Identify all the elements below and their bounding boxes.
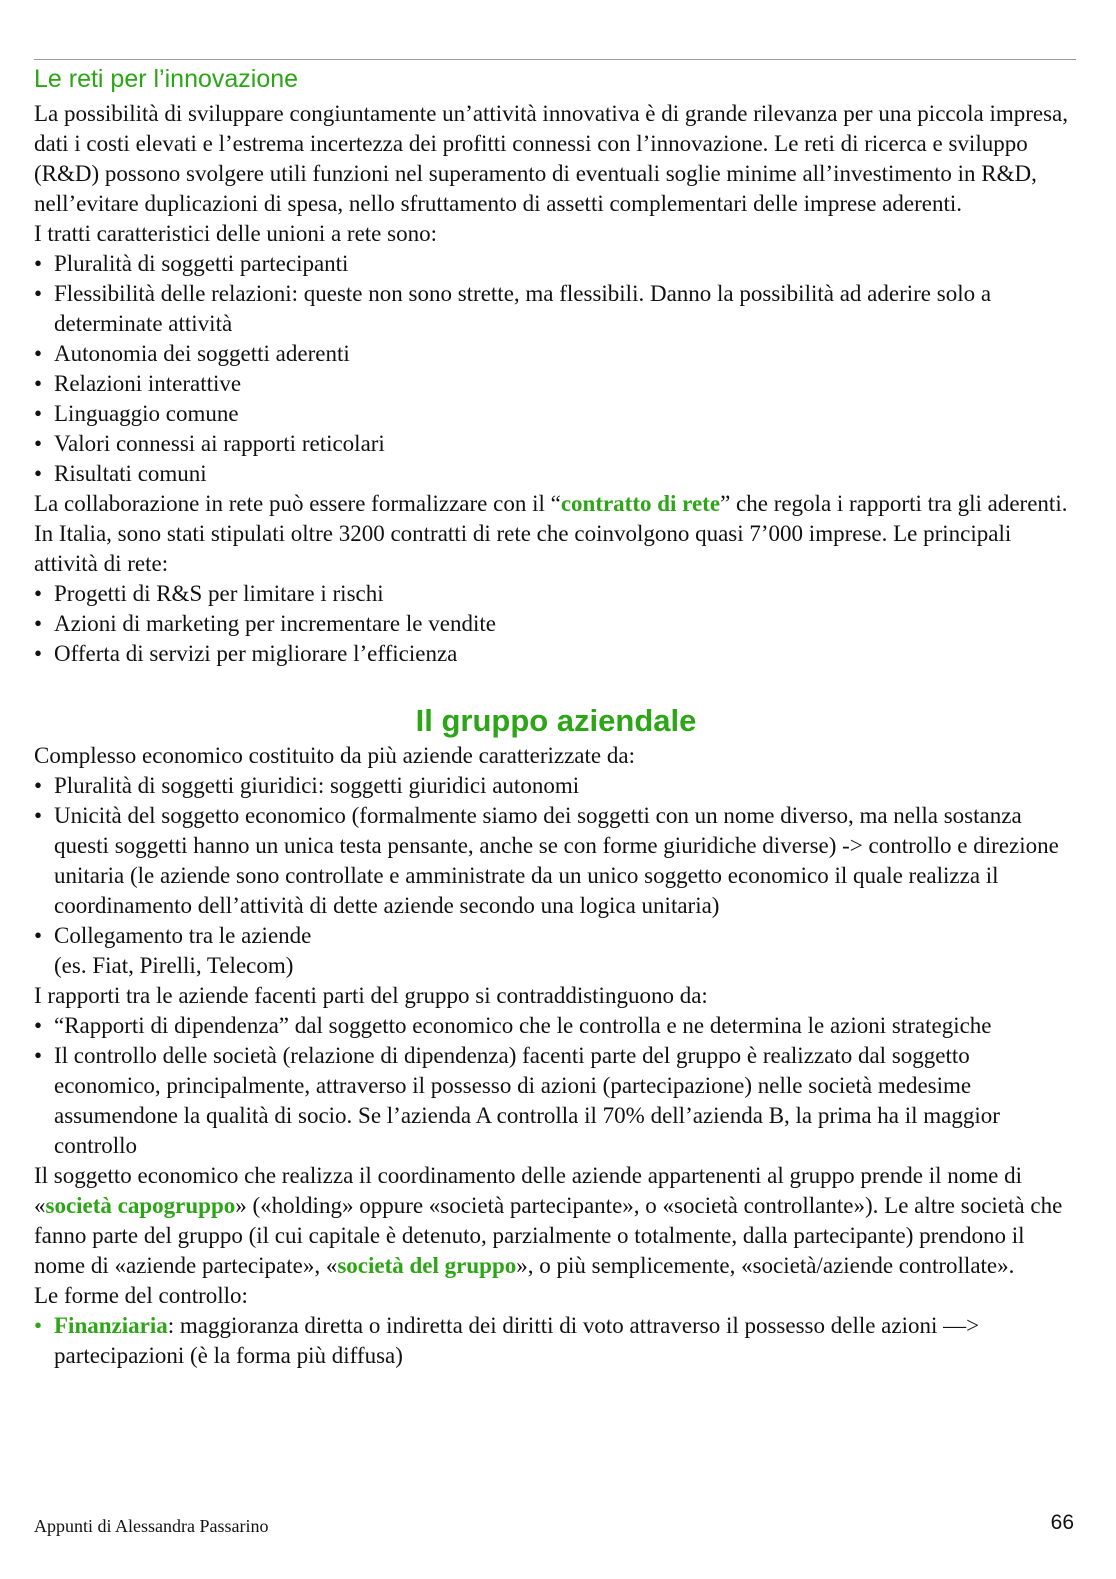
rapporti-lead: I rapporti tra le aziende facenti parti del gruppo si contraddistinguono da: bbox=[34, 983, 708, 1008]
forme-lead: Le forme del controllo: bbox=[34, 1283, 248, 1308]
list-item: • Relazioni interattive bbox=[34, 369, 1078, 399]
contratto-paragraph: La collaborazione in rete può essere formalizzare con il “contratto di rete” che regola i rapporti tra gli aderenti. In Italia, sono stati stipulati oltre 3200 contratti di rete che coinvolgono quasi 7’000 imprese. Le principali attività di rete: bbox=[34, 491, 1068, 576]
list-item: • Linguaggio comune bbox=[34, 399, 1078, 429]
bullet-icon: • bbox=[34, 611, 43, 636]
page-number: 66 bbox=[1050, 1511, 1074, 1534]
page-content bbox=[34, 62, 1078, 1371]
bullet-icon: • bbox=[34, 773, 43, 798]
forme-list bbox=[34, 1311, 1078, 1371]
holding-paragraph: Il soggetto economico che realizza il coordinamento delle aziende appartenenti al gruppo prende il nome di «società capogruppo» («holding» oppure «società partecipante», o «società controllante»). Le altre società che fanno parte del gruppo (il cui capitale è detenuto, parzialmente o totalmente, dalla partecipante) prendono il nome di «aziende partecipate», «società del gruppo», o più semplicemente, «società/aziende controllate». bbox=[34, 1163, 1063, 1278]
bullet-icon: • bbox=[34, 341, 43, 366]
list-item: • “Rapporti di dipendenza” dal soggetto economico che le controlla e ne determina le azioni strategiche bbox=[34, 1011, 1078, 1041]
societa-capogruppo-term: società capogruppo bbox=[45, 1193, 236, 1218]
contratto-di-rete-term: contratto di rete bbox=[560, 491, 721, 516]
list-item: • Valori connessi ai rapporti reticolari bbox=[34, 429, 1078, 459]
traits-lead: I tratti caratteristici delle unioni a rete sono: bbox=[34, 221, 437, 246]
list-item: • Pluralità di soggetti giuridici: soggetti giuridici autonomi bbox=[34, 771, 1078, 801]
rapporti-list bbox=[34, 1011, 1078, 1161]
list-item: • Offerta di servizi per migliorare l’efficienza bbox=[34, 639, 1078, 669]
gruppo-def-lead: Complesso economico costituito da più aziende caratterizzate da: bbox=[34, 743, 635, 768]
bullet-icon: • bbox=[34, 371, 43, 396]
bullet-icon: • bbox=[34, 581, 43, 606]
finanziaria-term: Finanziaria bbox=[54, 1313, 168, 1338]
traits-list bbox=[34, 249, 1078, 489]
bullet-icon: • bbox=[34, 461, 43, 486]
list-item: • Azioni di marketing per incrementare le vendite bbox=[34, 609, 1078, 639]
section-title-gruppo: Il gruppo aziendale bbox=[415, 703, 697, 738]
bullet-icon: • bbox=[34, 1013, 43, 1038]
bullet-icon: • bbox=[34, 803, 43, 828]
bullet-icon: • bbox=[34, 281, 43, 306]
bullet-icon: • bbox=[34, 401, 43, 426]
reti-intro-paragraph: La possibilità di sviluppare congiuntamente un’attività innovativa è di grande rilevanza per una piccola impresa, dati i costi elevati e l’estrema incertezza dei profitti connessi con l’innovazione. Le reti di ricerca e sviluppo (R&D) possono svolgere utili funzioni nel superamento di eventuali soglie minime all’investimento in R&D, nell’evitare duplicazioni di spesa, nello sfruttamento di assetti complementari delle imprese aderenti. bbox=[34, 101, 1069, 216]
list-item: • Progetti di R&S per limitare i rischi bbox=[34, 579, 1078, 609]
gruppo-def-list bbox=[34, 771, 1078, 951]
societa-del-gruppo-term: società del gruppo bbox=[337, 1253, 517, 1278]
footer-author: Appunti di Alessandra Passarino bbox=[34, 1516, 269, 1536]
bullet-icon: • bbox=[34, 1043, 43, 1068]
list-item: • Risultati comuni bbox=[34, 459, 1078, 489]
bullet-icon: • bbox=[34, 431, 43, 456]
examples-line: (es. Fiat, Pirelli, Telecom) bbox=[54, 953, 294, 978]
list-item: • Autonomia dei soggetti aderenti bbox=[34, 339, 1078, 369]
section-title-reti: Le reti per l’innovazione bbox=[34, 65, 299, 93]
list-item: • Flessibilità delle relazioni: queste non sono strette, ma flessibili. Danno la possibilità ad aderire solo a determinate attività bbox=[34, 281, 992, 336]
list-item: • Finanziaria: maggioranza diretta o indiretta dei diritti di voto attraverso il possesso delle azioni —> partecipazioni (è la forma più diffusa) bbox=[34, 1313, 980, 1368]
header-rule bbox=[34, 59, 1076, 60]
activities-list bbox=[34, 579, 1078, 669]
bullet-icon: • bbox=[34, 923, 43, 948]
bullet-icon: • bbox=[34, 251, 43, 276]
list-item: • Unicità del soggetto economico (formalmente siamo dei soggetti con un nome diverso, ma nella sostanza questi soggetti hanno un unica testa pensante, anche se con forme giuridiche diverse) -> controllo e direzione unitaria (le aziende sono controllate e amministrate da un unico soggetto economico il quale realizza il coordinamento dell’attività di dette aziende secondo una logica unitaria) bbox=[34, 803, 1059, 918]
bullet-icon: • bbox=[34, 1313, 43, 1338]
list-item: • Il controllo delle società (relazione di dipendenza) facenti parte del gruppo è realizzato dal soggetto economico, principalmente, attraverso il possesso di azioni (partecipazione) nelle società medesime assumendone la qualità di socio. Se l’azienda A controlla il 70% dell’azienda B, la prima ha il maggior controllo bbox=[34, 1043, 1000, 1158]
list-item: • Collegamento tra le aziende bbox=[34, 921, 1078, 951]
list-item: • Pluralità di soggetti partecipanti bbox=[34, 249, 1078, 279]
bullet-icon: • bbox=[34, 641, 43, 666]
